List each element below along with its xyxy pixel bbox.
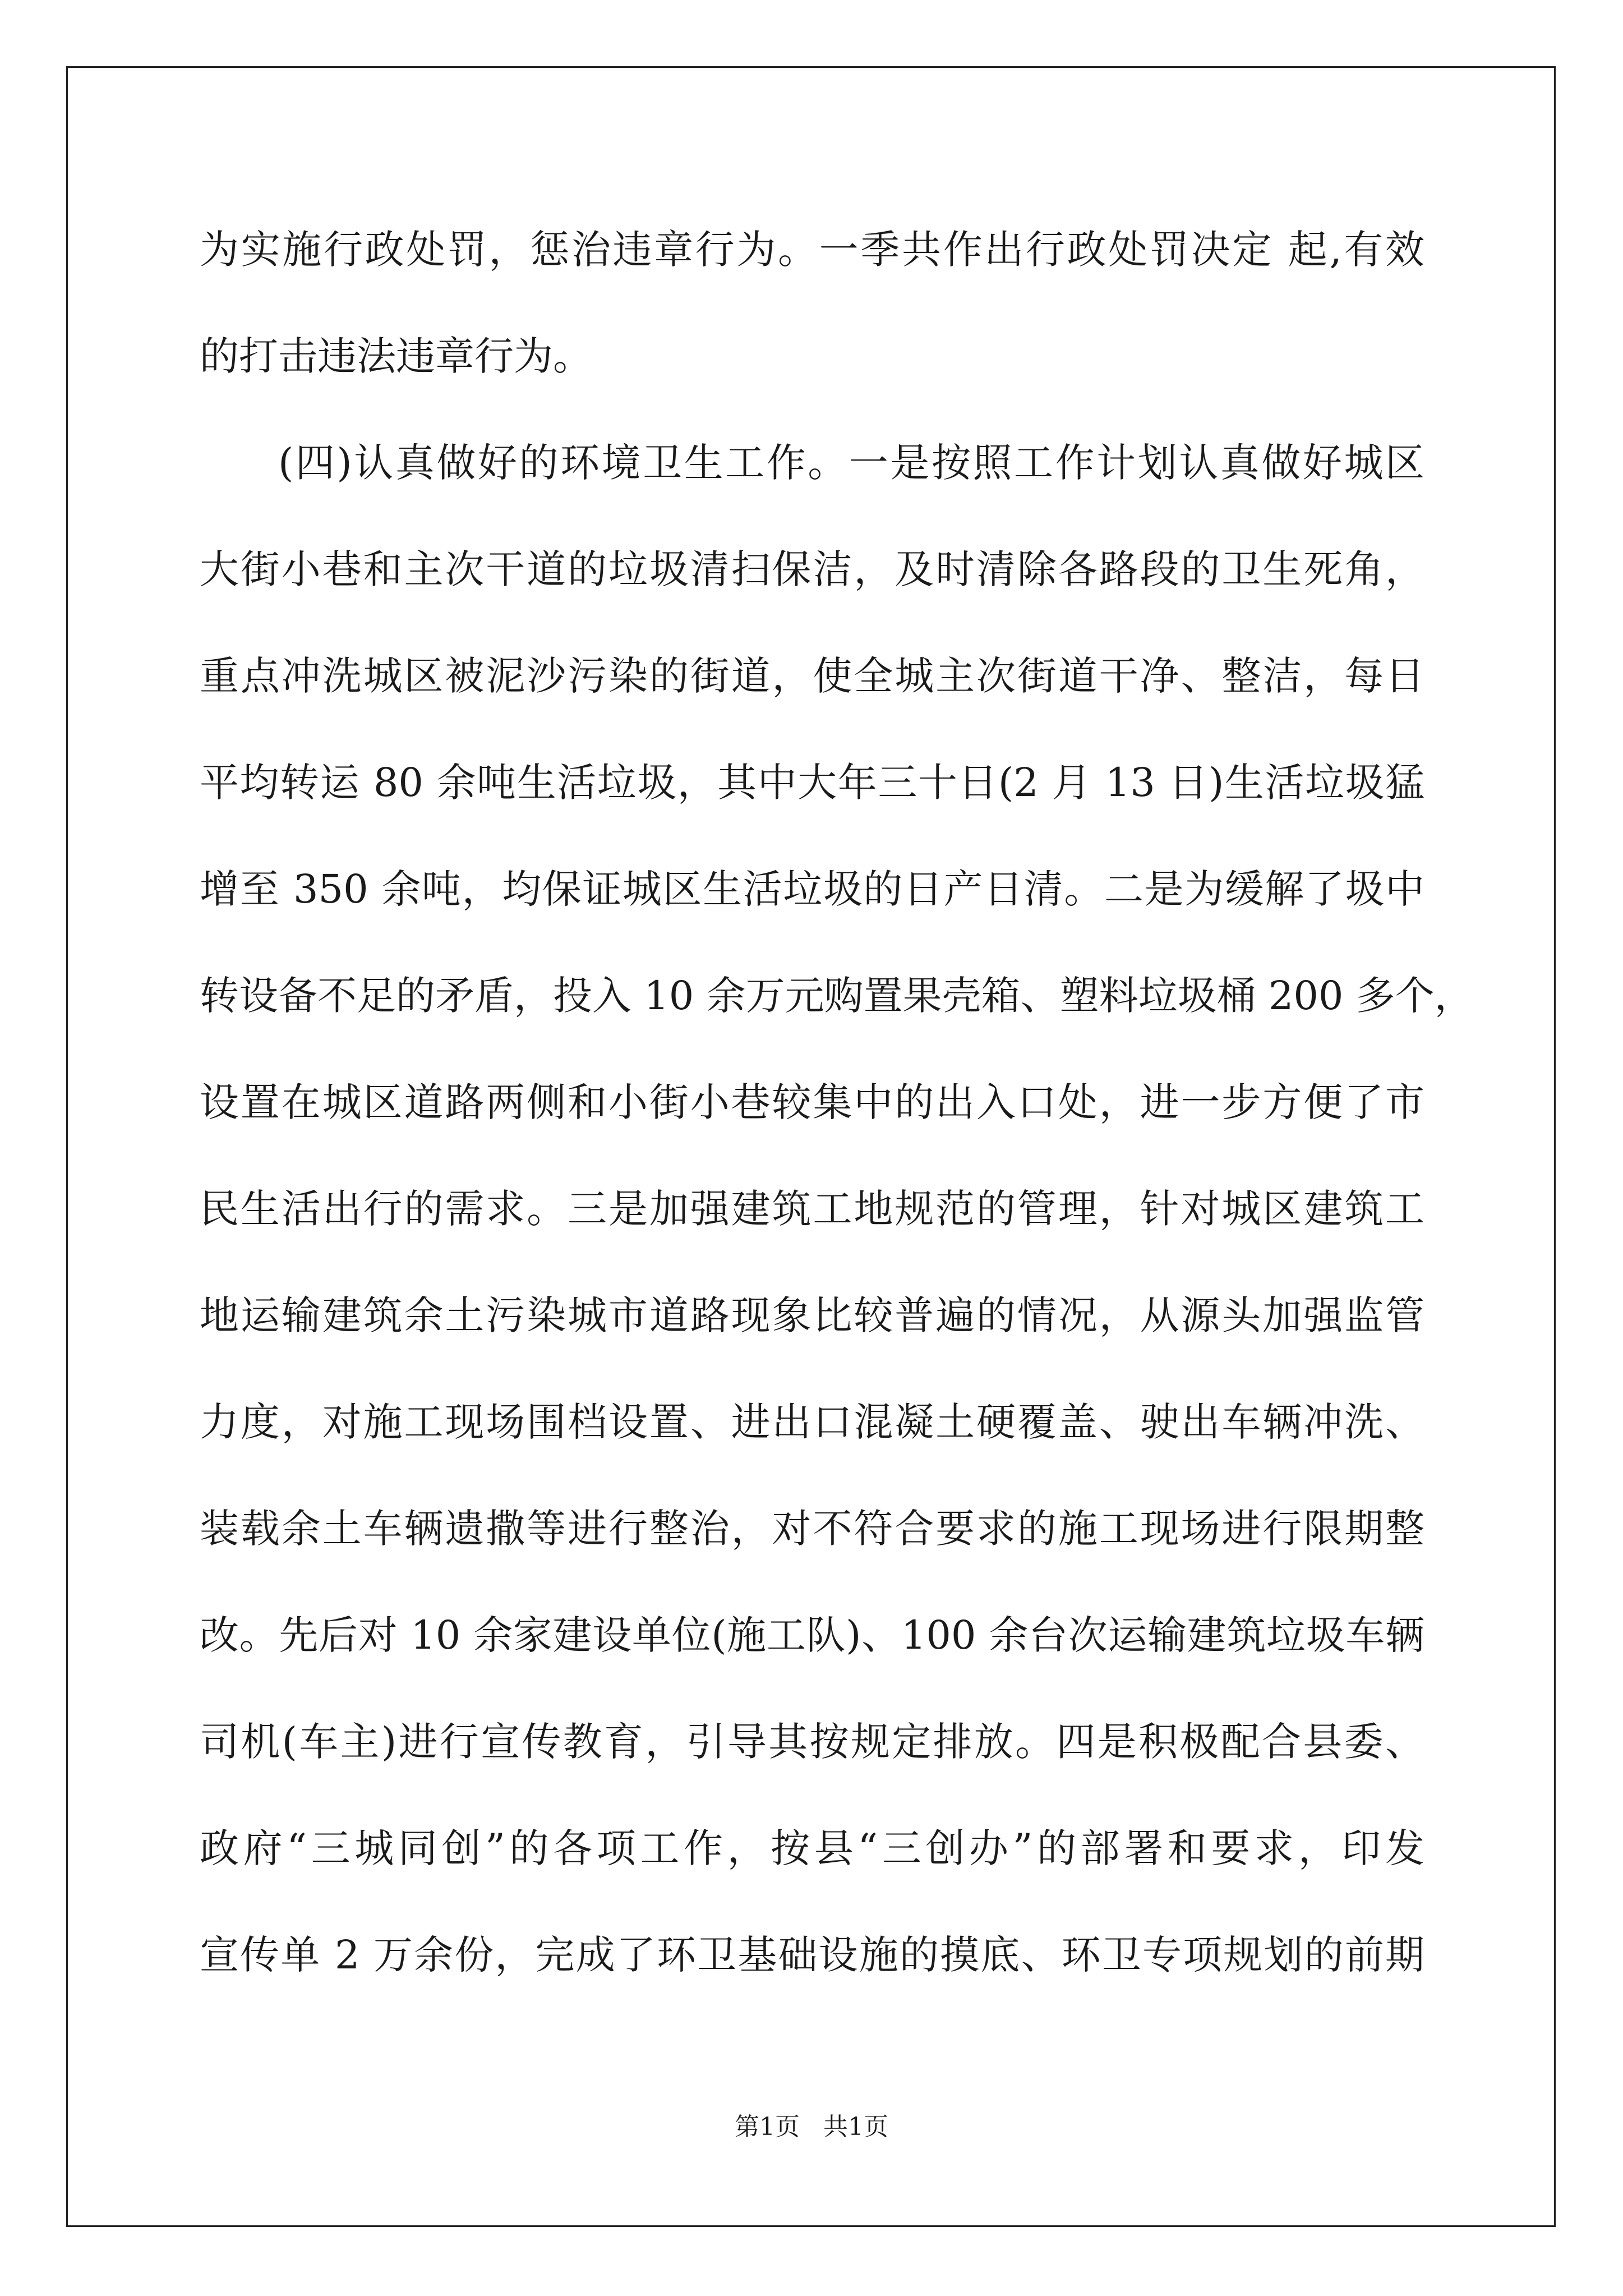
text-line-7: 增至 350 余吨，均保证城区生活垃圾的日产日清。二是为缓解了圾中 xyxy=(200,866,1424,912)
text-line-11: 地运输建筑余土污染城市道路现象比较普遍的情况，从源头加强监管 xyxy=(200,1292,1424,1338)
text-line-10: 民生活出行的需求。三是加强建筑工地规范的管理，针对城区建筑工 xyxy=(200,1186,1424,1232)
text-line-5: 重点冲洗城区被泥沙污染的街道，使全城主次街道干净、整洁，每日 xyxy=(200,653,1424,699)
text-line-14: 改。先后对 10 余家建设单位(施工队)、100 余台次运输建筑垃圾车辆 xyxy=(200,1612,1424,1658)
text-line-9: 设置在城区道路两侧和小街小巷较集中的出入口处，进一步方便了市 xyxy=(200,1079,1424,1125)
text-line-6: 平均转运 80 余吨生活垃圾，其中大年三十日(2 月 13 日)生活垃圾猛 xyxy=(200,760,1424,806)
text-line-12: 力度，对施工现场围档设置、进出口混凝土硬覆盖、驶出车辆冲洗、 xyxy=(200,1399,1424,1445)
page-footer xyxy=(0,2110,1623,2144)
text-line-2: 的打击违法违章行为。 xyxy=(200,333,592,379)
page-number: 第1页 xyxy=(735,2113,800,2141)
text-line-1: 为实施行政处罚，惩治违章行为。一季共作出行政处罚决定 起,有效 xyxy=(200,227,1424,273)
page-total: 共1页 xyxy=(823,2113,888,2141)
page-border xyxy=(66,66,1556,2227)
text-line-13: 装载余土车辆遗撒等进行整治，对不符合要求的施工现场进行限期整 xyxy=(200,1506,1424,1552)
text-line-17: 宣传单 2 万余份，完成了环卫基础设施的摸底、环卫专项规划的前期 xyxy=(200,1932,1424,1978)
text-line-16: 政府“三城同创”的各项工作，按县“三创办”的部署和要求，印发 xyxy=(200,1825,1424,1871)
text-line-15: 司机(车主)进行宣传教育，引导其按规定排放。四是积极配合县委、 xyxy=(200,1719,1424,1765)
text-line-4: 大街小巷和主次干道的垃圾清扫保洁，及时清除各路段的卫生死角， xyxy=(200,546,1424,592)
text-line-3: (四)认真做好的环境卫生工作。一是按照工作计划认真做好城区 xyxy=(278,440,1424,486)
text-line-8: 转设备不足的矛盾，投入 10 余万元购置果壳箱、塑料垃圾桶 200 多个， xyxy=(200,973,1474,1019)
